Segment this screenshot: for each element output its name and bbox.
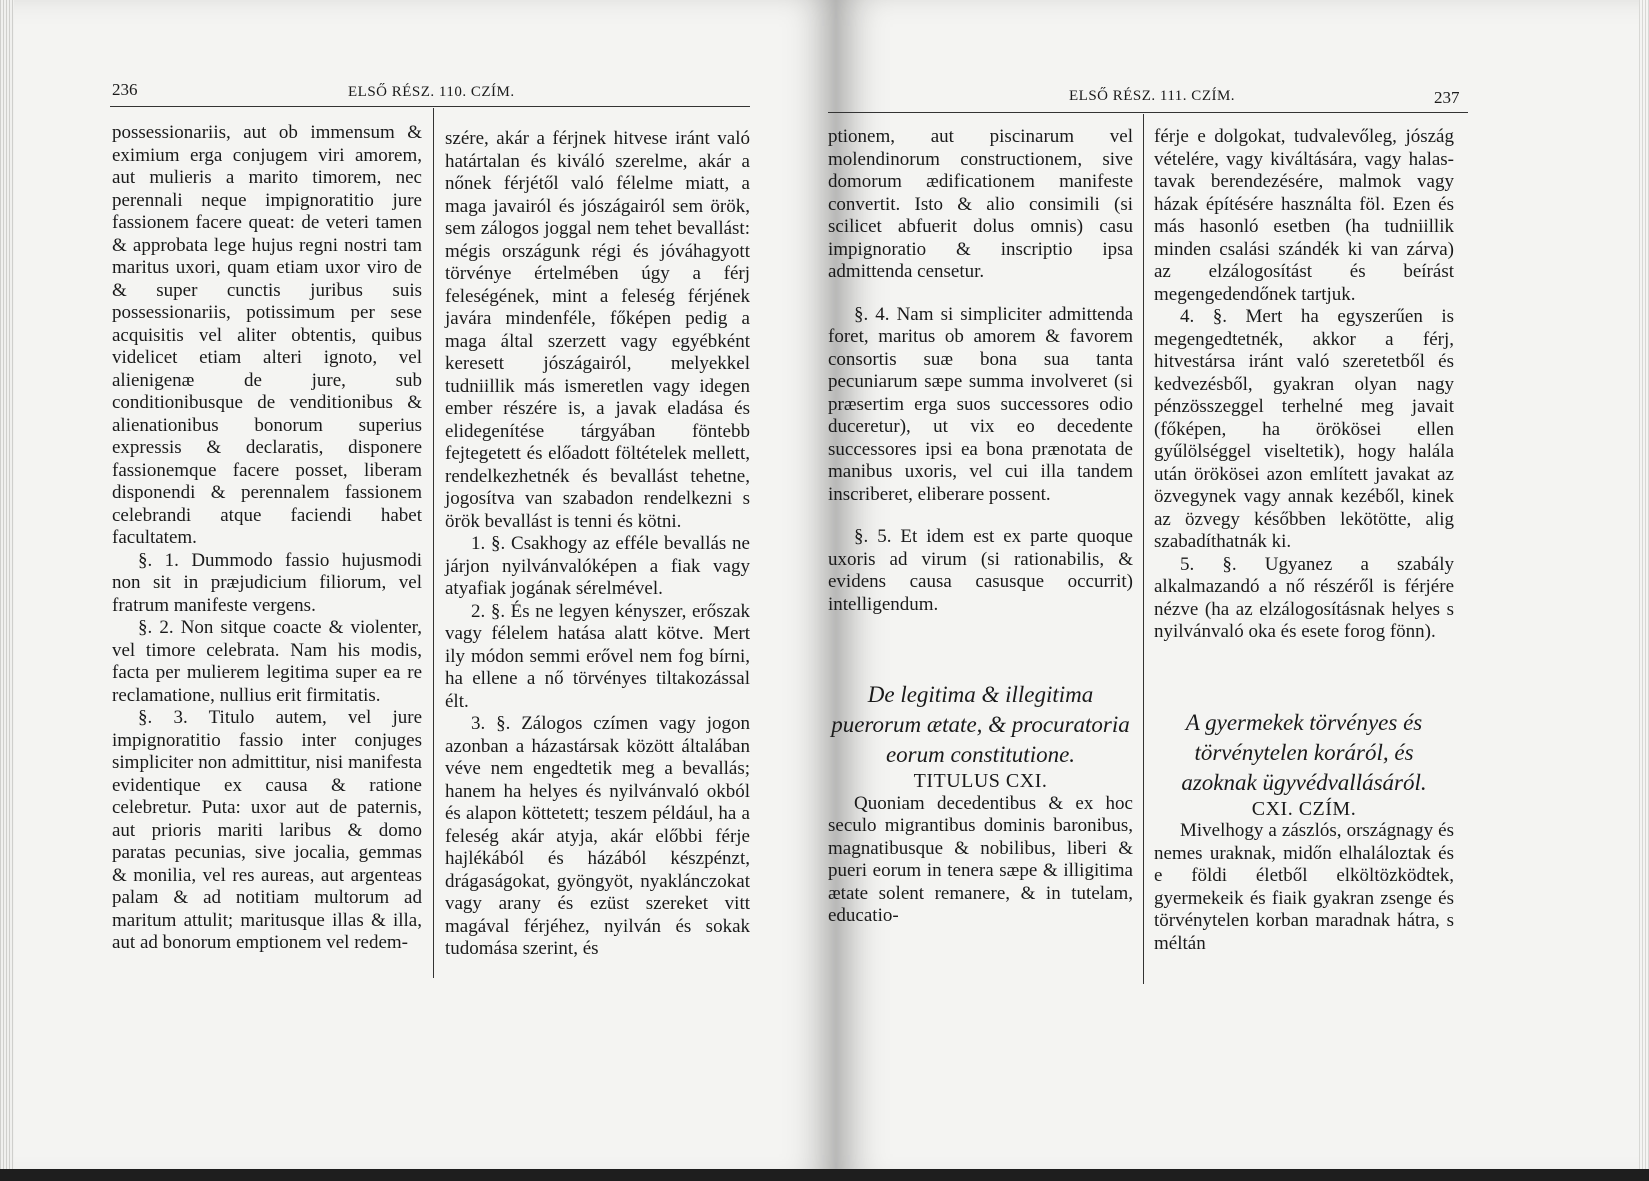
paragraph: possessionariis, aut ob immensum & eximium erga conjugem viri amorem, aut mulieris a marito timorem, nec perennali neque impignoratitio jure fassionem facere queat: de veteri tamen & approbata lege hujus regni nostri tam maritus uxori, quam etiam uxor viro de & super cunctis juribus suis possessionariis, potissimum per sese acquisitis vel aliter obtentis, quibus videlicet etiam alteri ignoto, vel alienigenæ de jure, sub conditionibusque de venditionibus & alienationibus bonorum superius expressis & declaratis, disponere fassionemque facere posset, liberam disponendi & perennalem fassionem celebrandi atque faciendi habet facultatem. [112, 122, 422, 548]
header-rule [828, 112, 1468, 113]
column-divider [433, 108, 434, 978]
paragraph: 5. §. Ugyanez a szabály alkalmazandó a nő részéről is férjére nézve (ha az elzálogosításnak helyes s nyilvánvaló oka és esete forog fönn). [1154, 553, 1454, 642]
paragraph: §. 3. Titulo autem, vel jure impignoratitio fassio inter conjuges simpliciter non admittitur, nisi manifesta evidentique ex causa & ratione celebretur. Puta: uxor aut de paternis, aut prioris mariti laribus & domo paratas pecunias, sive jocalia, gemmas & monilia, vel res aureas, aut argenteas palam & ad notitiam multorum ad maritum attulit; maritusque illas & illa, aut ad bonorum emptionem vel redem- [112, 707, 422, 953]
paragraph: Quoniam decedentibus & ex hoc seculo migrantibus dominis baronibus, magnatibusque & nobilibus, liberi & pueri eorum in tenera sæpe & illigitima ætate solent remanere, & in tutelam, educatio- [828, 792, 1133, 926]
latin-column [112, 122, 422, 955]
page-number: 237 [1434, 88, 1460, 107]
title-label: TITULUS CXI. [913, 770, 1048, 792]
paragraph: §. 4. Nam si simpliciter admittenda foret, maritus ob amorem & favorem consortis suæ bona sua tanta pecuniarum sæpe summa involveret (si præsertim erga suos successores odio duceretur), ut vix eo decedente successores ipsi ea bona prænotata de manibus uxoris, vel cui illa tandem inscriberet, eliberare possent. [828, 303, 1133, 505]
paragraph: 4. §. Mert ha egyszerűen is megengedtetnék, akkor a férj, hitvestársa iránt való szeretetből és kedvezésből, gyakran olyan nagy pénzösszeggel terhelné meg javait (főképen, ha örökösei ellen gyűlölséggel viseltetik), hogy halála után örökösei azon említett javakat az özvegynek vagy annak kezéből, kinek az özvegy későbben lekötötte, alig szabadíthatnák ki. [1154, 306, 1454, 552]
hungarian-column [1154, 126, 1454, 955]
running-head: ELSŐ RÉSZ. 111. CZÍM. [1069, 88, 1236, 104]
paragraph: férje e dolgokat, tudvalevőleg, jószág vételére, vagy kiváltására, vagy halas-tavak berendezésére, malmok vagy házak építésére használta föl. Ezen és más hasonló esetben (ha tudniillik minden csalási szándék ki van zárva) az elzálogosítást és beírást megengedendőnek tartjuk. [1154, 126, 1454, 305]
paragraph: §. 1. Dummodo fassio hujusmodi non sit in præjudicium filiorum, vel fratrum manifeste vergens. [112, 549, 422, 616]
right-page [828, 0, 1649, 1181]
latin-column [828, 126, 1133, 928]
paragraph: szére, akár a férjnek hitvese iránt való határtalan és kiváló szerelme, akár a nőnek férjétől való félelme miatt, a maga javairól és jószágairól sem örök, sem zálogos joggal nem tehet bevallást: mégis országunk régi és jóváhagyott törvénye értelmében úgy a férj feleségének, mint a feleség férjének javára mindenféle, főképen pedig a maga által szerzett vagy egyébként keresett jószágairól, melyekkel tudniillik más ismeretlen vagy idegen ember részére is, a javak eladása és elidegenítése tárgyában föntebb fejtegetett és előadott föltételek mellett, rendelkezhetnék és bevallást tehetne, jogosítva van szabadon rendelkezni s örök bevallást is tenni és kötni. [445, 128, 750, 532]
paragraph: 3. §. Zálogos czímen vagy jogon azonban a házastársak között általában véve nem engedtetik meg a bevallás; hanem ha helyes és nyilvánvaló okból és alapon köttetett; teszem például, ha a feleség akár atyja, akár előbbi férje hajlékából és házából készpénzt, drágaságokat, gyöngyöt, nyaklánczokat vagy arany és ezüst szereket vitt magával férjéhez, nyilván és sokak tudomása szerint, és [445, 713, 750, 959]
paragraph: ptionem, aut piscinarum vel molendinorum constructionem, sive domorum ædificationem manifeste convertit. Isto & alio consimili (si scilicet abfuerit dolus omnis) casu impignoratio & inscriptio ipsa admittenda censetur. [828, 126, 1133, 282]
section-heading: De legitima & illegitima puerorum ætate, & procuratoria eorum constitutione. [831, 682, 1130, 767]
header-rule [110, 106, 750, 107]
section-heading: A gyermekek törvényes és törvénytelen koráról, és azoknak ügyvédvallásáról. [1181, 709, 1427, 795]
paragraph: Mivelhogy a zászlós, országnagy és nemes uraknak, midőn elhaláloztak és e földi életből elköltözködtek, gyermekeik és fiaik gyakran zsenge és törvénytelen korban maradnak hátra, s méltán [1154, 820, 1454, 954]
hungarian-column [445, 128, 750, 961]
column-divider [1143, 114, 1144, 984]
paragraph: §. 5. Et idem est ex parte quoque uxoris ad virum (si rationabilis, & evidens causa casusque occurrit) intelligendum. [828, 526, 1133, 615]
running-head: ELSŐ RÉSZ. 110. CZÍM. [348, 84, 515, 100]
paragraph: 1. §. Csakhogy az efféle bevallás ne járjon nyilvánvalóképen a fiak vagy atyafiak jogának sérelmével. [445, 533, 750, 599]
book-bottom-edge [0, 1169, 1649, 1181]
title-label: CXI. CZÍM. [1251, 797, 1357, 820]
page-number: 236 [112, 80, 138, 99]
paragraph: §. 2. Non sitque coacte & violenter, vel timore celebrata. Nam his modis, facta per mulierem legitima super ea re reclamatione, nullius erit firmitatis. [112, 617, 422, 706]
paragraph: 2. §. És ne legyen kényszer, erőszak vagy félelem hatása alatt kötve. Mert ily módon semmi erővel nem fog bírni, ha ellene a nő törvényes tiltakozással élt. [445, 600, 750, 712]
